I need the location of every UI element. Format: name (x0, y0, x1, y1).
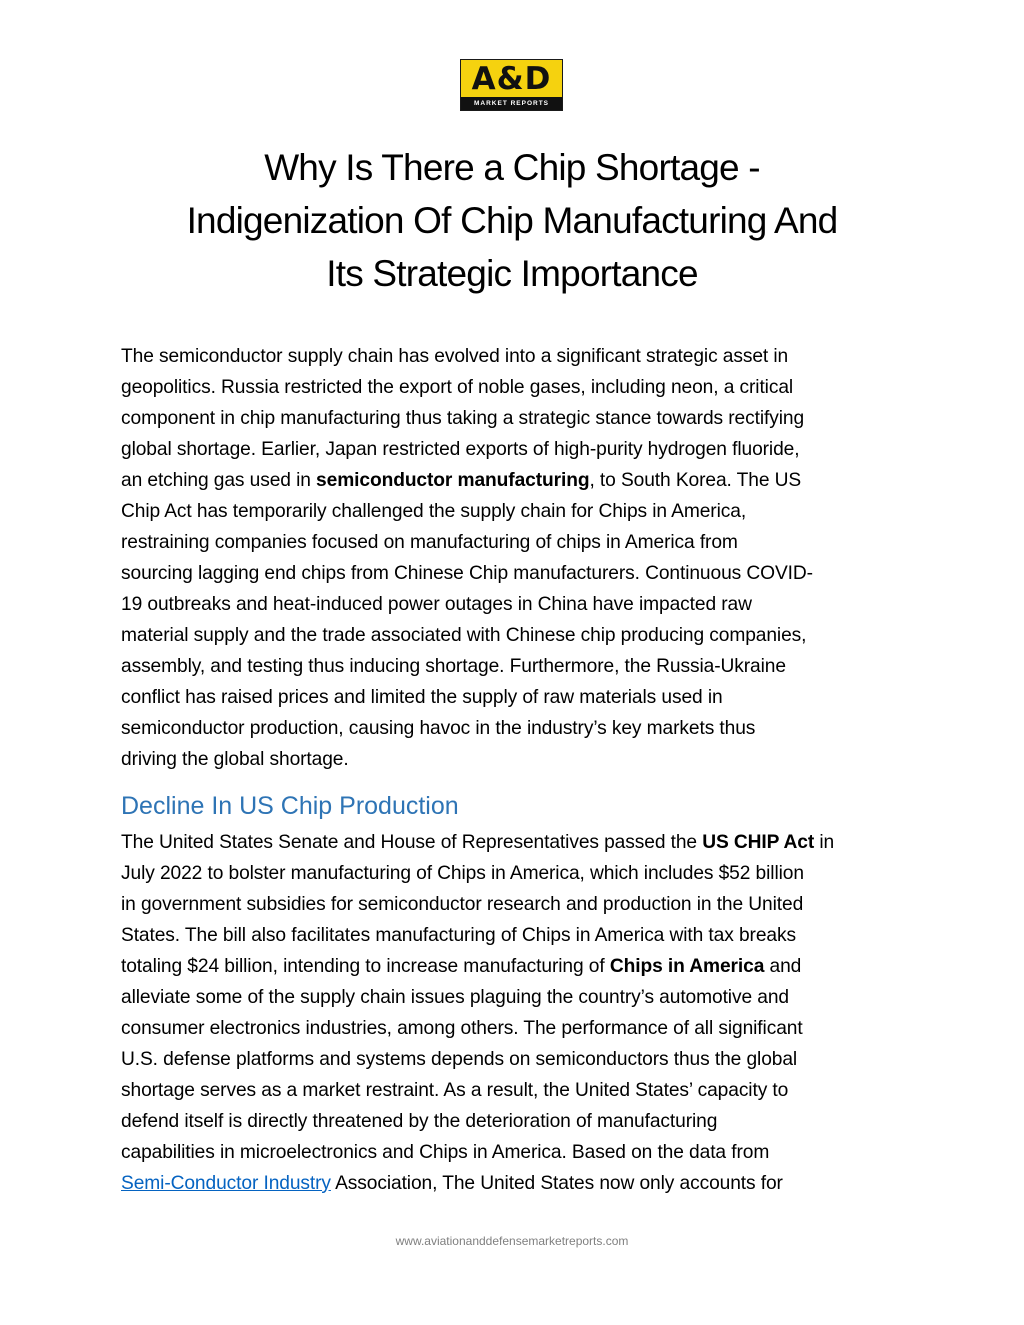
page-title (100, 141, 924, 300)
text-line (121, 827, 911, 858)
text-run: totaling $24 billion, intending to increase manufacturing of (121, 956, 610, 977)
bold-term: semiconductor manufacturing (316, 470, 590, 491)
text-line: 19 outbreaks and heat-induced power outages in China have impacted raw (121, 594, 752, 615)
text-run: Association, The United States now only accounts for (330, 1173, 783, 1194)
text-line (121, 465, 911, 496)
text-line: shortage serves as a market restraint. As a result, the United States’ capacity to (121, 1080, 789, 1101)
bold-term: Chips in America (609, 956, 765, 977)
text-line: U.S. defense platforms and systems depends on semiconductors thus the global (121, 1049, 798, 1070)
text-run: an etching gas used in (121, 470, 317, 491)
bold-term: US CHIP Act (702, 832, 815, 853)
text-line: in government subsidies for semiconductor research and production in the United (121, 894, 804, 915)
title-line: Indigenization Of Chip Manufacturing And (186, 200, 838, 241)
section-heading: Decline In US Chip Production (121, 792, 459, 820)
text-run: in (814, 832, 835, 853)
title-line: Its Strategic Importance (326, 253, 698, 294)
text-line: semiconductor production, causing havoc in the industry’s key markets thus (121, 718, 756, 739)
text-line: States. The bill also facilitates manufacturing of Chips in America with tax breaks (121, 925, 796, 946)
text-line: defend itself is directly threatened by the deterioration of manufacturing (121, 1111, 718, 1132)
text-line: sourcing lagging end chips from Chinese Chip manufacturers. Continuous COVID- (121, 563, 813, 584)
text-line: component in chip manufacturing thus taking a strategic stance towards rectifying (121, 408, 805, 429)
text-line: The semiconductor supply chain has evolved into a significant strategic asset in (121, 346, 789, 367)
text-line: restraining companies focused on manufacturing of chips in America from (121, 532, 738, 553)
text-line: Chip Act has temporarily challenged the supply chain for Chips in America, (121, 501, 747, 522)
text-line: July 2022 to bolster manufacturing of Chips in America, which includes $52 billion (121, 863, 804, 884)
footer-url: www.aviationanddefensemarketreports.com (395, 1234, 629, 1248)
intro-paragraph (121, 341, 911, 775)
section-paragraph (121, 827, 911, 1199)
text-line: assembly, and testing thus inducing shortage. Furthermore, the Russia-Ukraine (121, 656, 786, 677)
text-line: alleviate some of the supply chain issues plaguing the country’s automotive and (121, 987, 789, 1008)
text-line: material supply and the trade associated with Chinese chip producing companies, (121, 625, 807, 646)
text-line (121, 951, 911, 982)
text-run: The United States Senate and House of Representatives passed the (121, 832, 703, 853)
text-run: , to South Korea. The US (589, 470, 802, 491)
logo-tagline: MARKET REPORTS (461, 97, 562, 110)
semiconductor-industry-link[interactable]: Semi-Conductor Industry (121, 1173, 331, 1194)
text-line: capabilities in microelectronics and Chips in America. Based on the data from (121, 1142, 770, 1163)
text-line: global shortage. Earlier, Japan restricted exports of high-purity hydrogen fluoride, (121, 439, 800, 460)
text-line (121, 1168, 911, 1199)
text-line: conflict has raised prices and limited the supply of raw materials used in (121, 687, 723, 708)
text-line: consumer electronics industries, among others. The performance of all significant (121, 1018, 803, 1039)
brand-logo (460, 59, 563, 111)
logo-mark: A&D (471, 61, 552, 97)
title-line: Why Is There a Chip Shortage - (264, 147, 760, 188)
text-line: geopolitics. Russia restricted the export of noble gases, including neon, a critical (121, 377, 794, 398)
text-run: and (764, 956, 802, 977)
text-line: driving the global shortage. (121, 749, 349, 770)
